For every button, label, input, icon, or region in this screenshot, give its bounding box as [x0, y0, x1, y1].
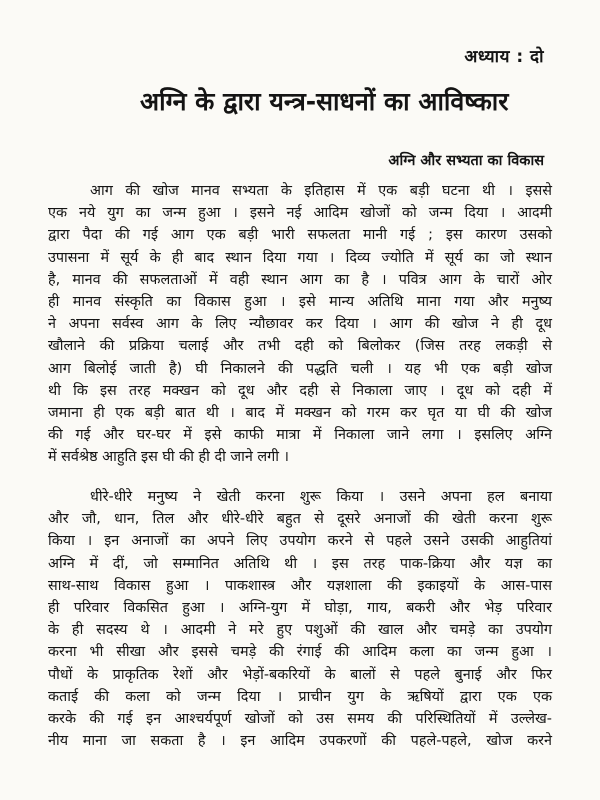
- text-line: पौधों के प्राकृतिक रेशों और भेड़ों-बकरियों के बालों से पहले बुनाई और फिर: [48, 666, 552, 683]
- text-line: के ही सदस्य थे । आदमी ने मरे हुए पशुओं की खाल और चमड़े का उपयोग: [48, 622, 552, 639]
- text-line: करके की गई इन आश्चर्यपूर्ण खोजों को उस समय की परिस्थितियों में उल्लेख-: [48, 711, 552, 728]
- text-line: की गई और घर-घर में इसे काफी मात्रा में निकाला जाने लगा । इसलिए अग्नि: [48, 427, 552, 444]
- section-subtitle: अग्नि और सभ्यता का विकास: [388, 153, 544, 169]
- chapter-title: अग्नि के द्वारा यन्त्र-साधनों का आविष्कार: [140, 87, 509, 116]
- paragraph-1: [48, 180, 552, 469]
- text-line: आग की खोज मानव सभ्यता के इतिहास में एक बड़ी घटना थी । इससे: [90, 183, 552, 199]
- text-line: साथ-साथ विकास हुआ । पाकशास्त्र और यज्ञशाला की इकाइयों के आस-पास: [48, 577, 552, 594]
- text-line: ही मानव संस्कृति का विकास हुआ । इसे मान्य अतिथि माना गया और मनुष्य: [48, 294, 552, 311]
- text-line: करना भी सीखा और इससे चमड़े की रंगाई की आदिम कला का जन्म हुआ ।: [48, 644, 552, 661]
- text-line: खौलाने की प्रक्रिया चलाई और तभी दही को बिलोकर (जिस तरह लकड़ी से: [48, 338, 552, 355]
- text-line: जमाना ही एक बड़ी बात थी । बाद में मक्खन को गरम कर घृत या घी की खोज: [48, 405, 552, 422]
- text-line: धीरे-धीरे मनुष्य ने खेती करना शुरू किया । उसने अपना हल बनाया: [90, 489, 552, 505]
- text-line: द्वारा पैदा की गई आग एक बड़ी भारी सफलता मानी गई ; इस कारण उसको: [48, 227, 552, 244]
- text-line: किया । इन अनाजों का अपने लिए उपयोग करने से पहले उसने उसकी आहुतियां: [48, 533, 552, 550]
- text-line: में सर्वश्रेष्ठ आहुति इस घी की ही दी जाने लगी ।: [48, 449, 289, 466]
- text-line: उपासना में सूर्य के ही बाद स्थान दिया गया । दिव्य ज्योति में सूर्य का जो स्थान: [48, 249, 552, 266]
- text-line: एक नये युग का जन्म हुआ । इसने नई आदिम खोजों को जन्म दिया । आदमी: [48, 205, 552, 222]
- chapter-label: अध्याय : दो: [464, 47, 544, 67]
- text-line: थी कि इस तरह मक्खन को दूध और दही से निकाला जाए । दूध को दही में: [48, 382, 552, 399]
- paragraph-2: [48, 486, 552, 752]
- text-line: है, मानव की सफलताओं में वही स्थान आग का है । पवित्र आग के चारों ओर: [48, 271, 552, 288]
- text-line: आग बिलोई जाती है) घी निकालने की पद्धति चली । यह भी एक बड़ी खोज: [48, 360, 552, 377]
- text-line: कताई की कला को जन्म दिया । प्राचीन युग के ऋषियों द्वारा एक एक: [48, 688, 552, 705]
- text-line: ही परिवार विकसित हुआ । अग्नि-युग में घोड़ा, गाय, बकरी और भेड़ परिवार: [48, 600, 552, 617]
- text-line: ने अपना सर्वस्व आग के लिए न्यौछावर कर दिया । आग की खोज ने ही दूध: [48, 316, 552, 333]
- text-line: और जौ, धान, तिल और धीरे-धीरे बहुत से दूसरे अनाजों की खेती करना शुरू: [48, 511, 552, 528]
- text-line: नीय माना जा सकता है । इन आदिम उपकरणों की पहले-पहले, खोज करने: [48, 733, 552, 750]
- text-line: अग्नि में दीं, जो सम्मानित अतिथि थी । इस तरह पाक-क्रिया और यज्ञ का: [48, 555, 552, 572]
